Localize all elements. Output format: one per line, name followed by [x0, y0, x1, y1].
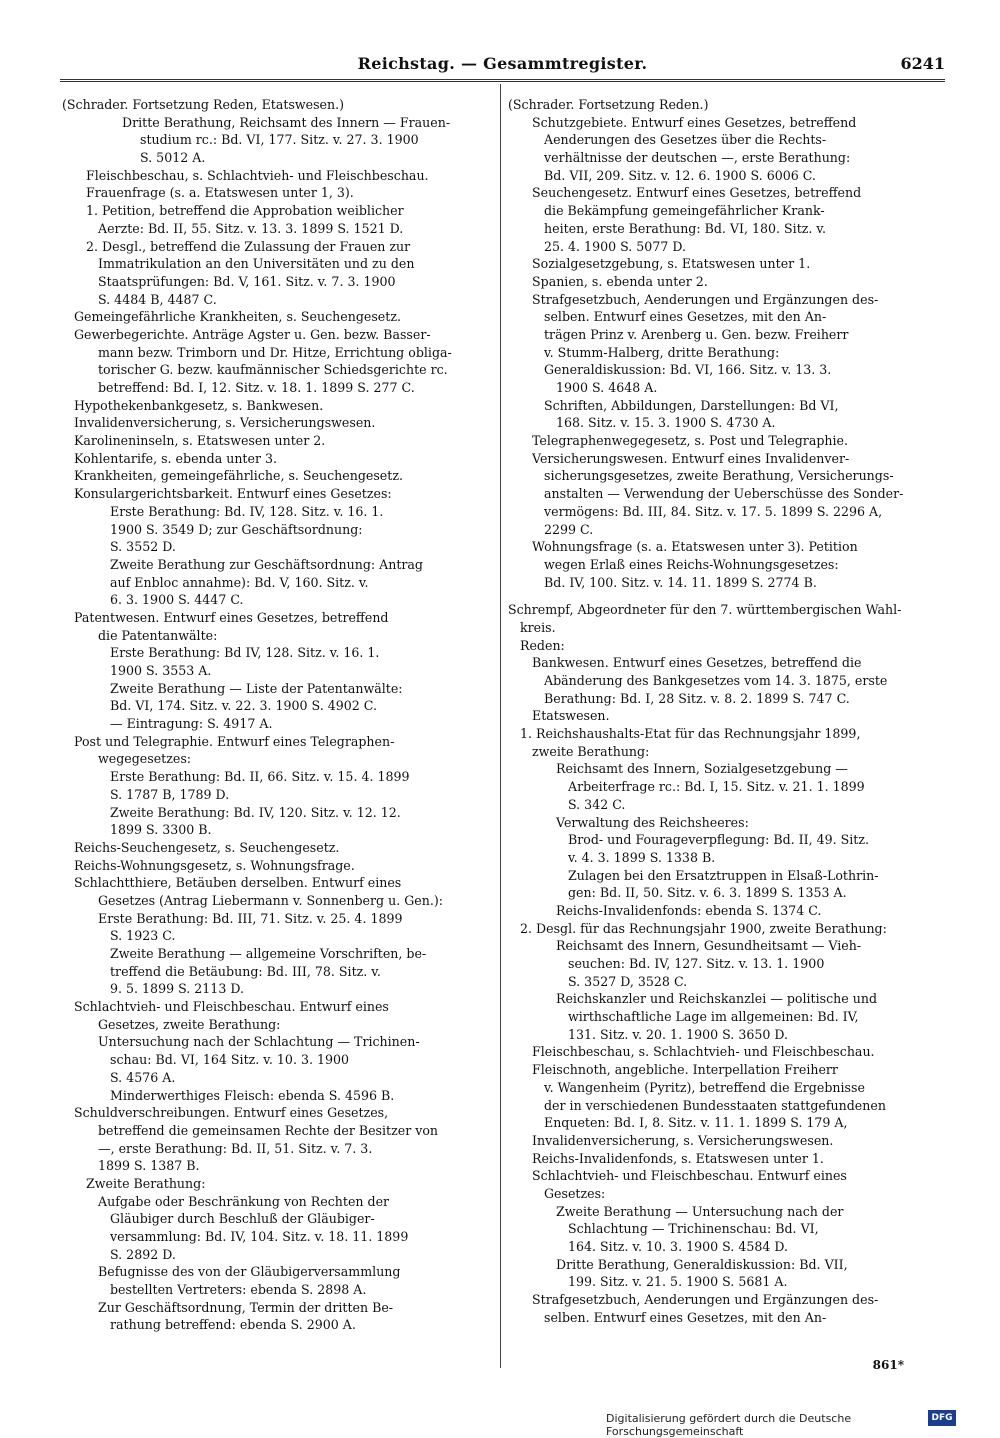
index-line: die Patentanwälte:: [98, 627, 218, 643]
index-line: 2. Desgl. für das Rechnungsjahr 1900, zweite Berathung:: [520, 920, 887, 936]
index-line: Abänderung des Bankgesetzes vom 14. 3. 1875, erste: [544, 673, 888, 688]
index-line: Enqueten: Bd. I, 8. Sitz. v. 11. 1. 1899 S. 179 A,: [544, 1115, 848, 1131]
index-line: Erste Berathung: Bd. IV, 128. Sitz. v. 16. 1.: [110, 503, 384, 519]
index-line: 199. Sitz. v. 21. 5. 1900 S. 5681 A.: [568, 1274, 788, 1290]
index-line: Zweite Berathung: Bd. IV, 120. Sitz. v. 12. 12.: [110, 804, 401, 820]
index-line: Zweite Berathung:: [86, 1175, 206, 1191]
index-line: Bankwesen. Entwurf eines Gesetzes, betreffend die: [532, 655, 862, 671]
index-line: Reichskanzler und Reichskanzlei — politische und: [556, 991, 878, 1007]
index-line: Zweite Berathung — Liste der Patentanwälte:: [110, 680, 403, 696]
index-line: Schlachtthiere, Betäuben derselben. Entwurf eines: [74, 875, 402, 891]
index-line: Reichs-Wohnungsgesetz, s. Wohnungsfrage.: [74, 857, 355, 873]
index-line: Erste Berathung: Bd. III, 71. Sitz. v. 25. 4. 1899: [98, 910, 403, 926]
index-line: Reden:: [520, 637, 565, 653]
index-line: S. 1923 C.: [110, 928, 176, 944]
index-line: S. 2892 D.: [110, 1246, 176, 1262]
index-line: trägen Prinz v. Arenberg u. Gen. bezw. Freiherr: [544, 326, 849, 342]
index-line: Schlachtung — Trichinenschau: Bd. VI,: [568, 1221, 819, 1237]
index-line: gen: Bd. II, 50. Sitz. v. 6. 3. 1899 S. 1353 A.: [568, 885, 847, 901]
index-line: der in verschiedenen Bundesstaaten stattgefundenen: [544, 1097, 886, 1113]
index-line: torischer G. bezw. kaufmännischer Schiedsgerichte rc.: [98, 362, 448, 378]
index-line: 1. Reichshaushalts-Etat für das Rechnungsjahr 1899,: [520, 726, 861, 742]
index-line: Zulagen bei den Ersatztruppen in Elsaß-Lothrin-: [568, 867, 879, 883]
index-line: Staatsprüfungen: Bd. V, 161. Sitz. v. 7. 3. 1900: [98, 273, 396, 289]
index-line: sicherungsgesetzes, zweite Berathung, Versicherungs-: [544, 468, 894, 484]
index-line: Schlachtvieh- und Fleischbeschau. Entwurf eines: [532, 1168, 847, 1184]
running-title: Reichstag. — Gesammtregister.: [357, 54, 648, 73]
index-line: 2. Desgl., betreffend die Zulassung der Frauen zur: [86, 238, 411, 254]
index-line: (Schrader. Fortsetzung Reden.): [508, 97, 709, 112]
index-line: Schuldverschreibungen. Entwurf eines Gesetzes,: [74, 1105, 389, 1121]
index-line: Frauenfrage (s. a. Etatswesen unter 1, 3).: [86, 185, 354, 201]
footer-credit: Digitalisierung gefördert durch die Deutsche Forschungsgemeinschaft: [606, 1412, 852, 1438]
index-line: selben. Entwurf eines Gesetzes, mit den An-: [544, 1309, 827, 1325]
index-line: mann bezw. Trimborn und Dr. Hitze, Errichtung obliga-: [98, 344, 452, 360]
index-line: Immatrikulation an den Universitäten und zu den: [98, 256, 415, 272]
index-line: die Bekämpfung gemeingefährlicher Krank-: [544, 203, 825, 219]
index-line: Reichsamt des Innern, Sozialgesetzgebung —: [556, 761, 848, 777]
index-line: Telegraphenwegegesetz, s. Post und Telegraphie.: [532, 433, 848, 449]
index-line: vermögens: Bd. III, 84. Sitz. v. 17. 5. 1899 S. 2296 A,: [544, 503, 883, 519]
index-line: auf Enbloc annahme): Bd. V, 160. Sitz. v.: [110, 574, 369, 590]
index-line: Reichs-Seuchengesetz, s. Seuchengesetz.: [74, 839, 340, 855]
index-line: S. 4484 B, 4487 C.: [98, 291, 217, 307]
index-line: (Schrader. Fortsetzung Reden, Etatswesen.): [62, 97, 345, 112]
index-line: v. Stumm-Halberg, dritte Berathung:: [544, 344, 780, 360]
index-line: Wohnungsfrage (s. a. Etatswesen unter 3). Petition: [532, 539, 858, 555]
index-line: Zweite Berathung — allgemeine Vorschriften, be-: [110, 946, 427, 961]
index-line: Hypothekenbankgesetz, s. Bankwesen.: [74, 397, 324, 413]
index-line: Dritte Berathung, Reichsamt des Innern — Frauen-: [122, 114, 451, 130]
index-line: seuchen: Bd. IV, 127. Sitz. v. 13. 1. 1900: [568, 956, 825, 971]
left-column: [62, 96, 492, 1334]
index-line: Versicherungswesen. Entwurf eines Invalidenver-: [532, 450, 850, 466]
index-line: Sozialgesetzgebung, s. Etatswesen unter 1.: [532, 256, 811, 272]
index-line: Erste Berathung: Bd. II, 66. Sitz. v. 15. 4. 1899: [110, 769, 410, 785]
index-line: 1900 S. 3553 A.: [110, 663, 212, 678]
index-line: Gesetzes, zweite Berathung:: [98, 1016, 281, 1032]
index-line: Reichs-Invalidenfonds, s. Etatswesen unter 1.: [532, 1150, 824, 1166]
index-line: Strafgesetzbuch, Aenderungen und Ergänzungen des-: [532, 1292, 879, 1308]
index-line: 1. Petition, betreffend die Approbation weiblicher: [86, 203, 404, 219]
index-line: Zweite Berathung — Untersuchung nach der: [556, 1203, 844, 1219]
index-line: Invalidenversicherung, s. Versicherungswesen.: [532, 1132, 834, 1148]
index-line: Zweite Berathung zur Geschäftsordnung: Antrag: [110, 556, 423, 572]
index-line: Zur Geschäftsordnung, Termin der dritten Be-: [98, 1299, 394, 1315]
index-line: verhältnisse der deutschen —, erste Berathung:: [544, 150, 851, 166]
index-line: Karolineninseln, s. Etatswesen unter 2.: [74, 433, 326, 449]
index-line: wegen Erlaß eines Reichs-Wohnungsgesetzes:: [544, 556, 839, 572]
index-line: Untersuchung nach der Schlachtung — Trichinen-: [98, 1034, 420, 1050]
index-line: heiten, erste Berathung: Bd. VI, 180. Sitz. v.: [544, 220, 827, 236]
index-line: v. 4. 3. 1899 S. 1338 B.: [568, 849, 716, 865]
index-line: Gemeingefährliche Krankheiten, s. Seuchengesetz.: [74, 309, 401, 325]
index-line: Arbeiterfrage rc.: Bd. I, 15. Sitz. v. 21. 1. 1899: [568, 779, 865, 795]
index-line: 1899 S. 1387 B.: [98, 1158, 200, 1174]
index-line: 168. Sitz. v. 15. 3. 1900 S. 4730 A.: [556, 415, 776, 431]
index-line: Generaldiskussion: Bd. VI, 166. Sitz. v. 13. 3.: [544, 362, 832, 378]
index-line: Schutzgebiete. Entwurf eines Gesetzes, betreffend: [532, 114, 857, 130]
index-line: rathung betreffend: ebenda S. 2900 A.: [110, 1317, 356, 1333]
index-line: S. 3552 D.: [110, 539, 176, 555]
signature-mark: 861*: [872, 1358, 904, 1372]
index-line: S. 1787 B, 1789 D.: [110, 786, 230, 802]
index-line: Strafgesetzbuch, Aenderungen und Ergänzungen des-: [532, 291, 879, 307]
index-line: Schrempf, Abgeordneter für den 7. württembergischen Wahl-: [508, 602, 902, 618]
index-line: Fleischbeschau, s. Schlachtvieh- und Fleischbeschau.: [532, 1044, 875, 1060]
index-line: Aenderungen des Gesetzes über die Rechts-: [544, 132, 827, 148]
index-line: schau: Bd. VI, 164 Sitz. v. 10. 3. 1900: [110, 1052, 350, 1068]
dfg-logo: DFG: [928, 1410, 956, 1426]
index-line: Schlachtvieh- und Fleischbeschau. Entwurf eines: [74, 999, 389, 1015]
index-line: treffend die Betäubung: Bd. III, 78. Sitz. v.: [110, 963, 381, 979]
index-line: Aufgabe oder Beschränkung von Rechten der: [98, 1193, 390, 1209]
index-line: Dritte Berathung, Generaldiskussion: Bd. VII,: [556, 1256, 848, 1272]
index-line: Etatswesen.: [532, 708, 610, 724]
page-number: 6241: [900, 54, 945, 73]
index-line: 1900 S. 3549 D; zur Geschäftsordnung:: [110, 521, 363, 537]
index-line: — Eintragung: S. 4917 A.: [110, 716, 273, 732]
index-line: Seuchengesetz. Entwurf eines Gesetzes, betreffend: [532, 185, 862, 201]
index-line: S. 5012 A.: [140, 150, 206, 166]
index-line: Reichsamt des Innern, Gesundheitsamt — Vieh-: [556, 938, 862, 954]
index-line: Invalidenversicherung, s. Versicherungswesen.: [74, 415, 376, 431]
page-header: [60, 52, 945, 78]
index-line: Minderwerthiges Fleisch: ebenda S. 4596 B.: [110, 1087, 395, 1103]
index-line: betreffend: Bd. I, 12. Sitz. v. 18. 1. 1899 S. 277 C.: [98, 380, 415, 395]
index-line: S. 3527 D, 3528 C.: [568, 973, 688, 989]
index-line: wirthschaftliche Lage im allgemeinen: Bd. IV,: [568, 1009, 859, 1025]
index-line: 131. Sitz. v. 20. 1. 1900 S. 3650 D.: [568, 1026, 789, 1042]
index-line: —, erste Berathung: Bd. II, 51. Sitz. v. 7. 3.: [98, 1140, 373, 1156]
index-line: Bd. VII, 209. Sitz. v. 12. 6. 1900 S. 6006 C.: [544, 167, 816, 183]
index-line: versammlung: Bd. IV, 104. Sitz. v. 18. 11. 1899: [110, 1229, 409, 1244]
index-line: 1899 S. 3300 B.: [110, 822, 212, 838]
index-line: S. 342 C.: [568, 796, 626, 812]
index-line: Gewerbegerichte. Anträge Agster u. Gen. bezw. Basser-: [74, 326, 431, 342]
entry-gap: [508, 591, 944, 601]
index-line: kreis.: [520, 619, 556, 635]
index-line: Brod- und Fourageverpflegung: Bd. II, 49. Sitz.: [568, 832, 870, 848]
index-line: 9. 5. 1899 S. 2113 D.: [110, 981, 244, 997]
index-line: wegegesetzes:: [98, 751, 192, 767]
index-line: Aerzte: Bd. II, 55. Sitz. v. 13. 3. 1899 S. 1521 D.: [98, 220, 404, 236]
index-line: Patentwesen. Entwurf eines Gesetzes, betreffend: [74, 609, 389, 625]
index-line: 164. Sitz. v. 10. 3. 1900 S. 4584 D.: [568, 1239, 789, 1254]
index-line: v. Wangenheim (Pyritz), betreffend die Ergebnisse: [544, 1079, 865, 1095]
index-line: Kohlentarife, s. ebenda unter 3.: [74, 450, 277, 466]
index-line: 2299 C.: [544, 521, 594, 537]
index-line: Berathung: Bd. I, 28 Sitz. v. 8. 2. 1899 S. 747 C.: [544, 690, 850, 706]
index-line: Post und Telegraphie. Entwurf eines Telegraphen-: [74, 733, 395, 749]
index-line: Bd. IV, 100. Sitz. v. 14. 11. 1899 S. 2774 B.: [544, 574, 817, 590]
index-line: zweite Berathung:: [532, 743, 650, 759]
index-line: Konsulargerichtsbarkeit. Entwurf eines Gesetzes:: [74, 486, 392, 502]
index-line: Schriften, Abbildungen, Darstellungen: Bd VI,: [544, 397, 839, 413]
index-line: bestellten Vertreters: ebenda S. 2898 A.: [110, 1282, 367, 1298]
index-line: selben. Entwurf eines Gesetzes, mit den An-: [544, 309, 827, 325]
index-line: Fleischbeschau, s. Schlachtvieh- und Fleischbeschau.: [86, 167, 429, 183]
index-line: S. 4576 A.: [110, 1069, 176, 1085]
header-rule: [60, 79, 945, 82]
index-line: studium rc.: Bd. VI, 177. Sitz. v. 27. 3. 1900: [140, 132, 419, 148]
index-line: Gläubiger durch Beschluß der Gläubiger-: [110, 1211, 375, 1227]
right-column: [508, 96, 944, 1326]
index-line: 1900 S. 4648 A.: [556, 380, 658, 395]
index-line: Fleischnoth, angebliche. Interpellation Freiherr: [532, 1062, 838, 1078]
index-line: Befugnisse des von der Gläubigerversammlung: [98, 1264, 401, 1280]
index-line: anstalten — Verwendung der Ueberschüsse des Sonder-: [544, 486, 904, 502]
index-line: Krankheiten, gemeingefährliche, s. Seuchengesetz.: [74, 468, 403, 484]
index-line: Spanien, s. ebenda unter 2.: [532, 273, 708, 289]
index-line: Bd. VI, 174. Sitz. v. 22. 3. 1900 S. 4902 C.: [110, 698, 377, 714]
index-line: 6. 3. 1900 S. 4447 C.: [110, 592, 244, 608]
index-line: betreffend die gemeinsamen Rechte der Besitzer von: [98, 1122, 439, 1138]
index-line: Verwaltung des Reichsheeres:: [556, 814, 749, 830]
index-line: Erste Berathung: Bd IV, 128. Sitz. v. 16. 1.: [110, 645, 380, 661]
index-line: Gesetzes (Antrag Liebermann v. Sonnenberg u. Gen.):: [98, 892, 443, 908]
footer: [606, 1410, 956, 1438]
index-line: Reichs-Invalidenfonds: ebenda S. 1374 C.: [556, 902, 822, 918]
index-line: Gesetzes:: [544, 1185, 606, 1201]
index-line: 25. 4. 1900 S. 5077 D.: [544, 238, 686, 254]
column-divider: [500, 84, 501, 1368]
